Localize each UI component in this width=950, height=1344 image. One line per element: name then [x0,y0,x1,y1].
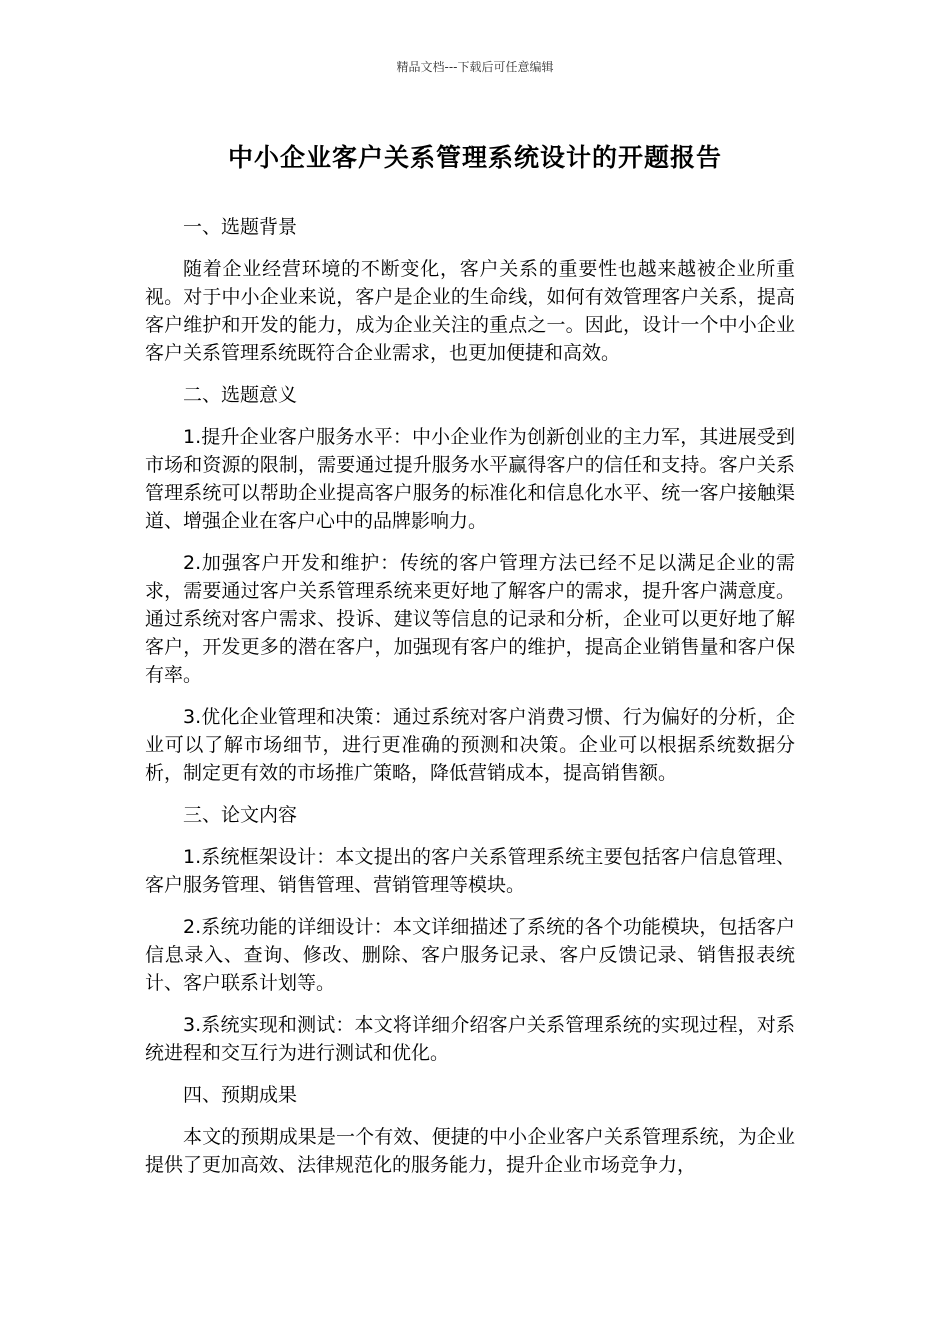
section-heading-background: 一、选题背景 [183,216,298,238]
page-header: 精品文档---下载后可任意编辑 [396,60,554,74]
paragraph: 1.提升企业客户服务水平：中小企业作为创新创业的主力军，其进展受到市场和资源的限制，需要通过提升服务水平赢得客户的信任和支持。客户关系管理系统可以帮助企业提高客户服务的标准化和信息化水平、统一客户接触渠道、增强企业在客户心中的品牌影响力。 [145,426,795,532]
paragraph: 2.加强客户开发和维护：传统的客户管理方法已经不足以满足企业的需求，需要通过客户关系管理系统来更好地了解客户的需求，提升客户满意度。通过系统对客户需求、投诉、建议等信息的记录和分析，企业可以更好地了解客户，开发更多的潜在客户，加强现有客户的维护，提高企业销售量和客户保有率。 [145,552,795,686]
paragraph: 2.系统功能的详细设计：本文详细描述了系统的各个功能模块，包括客户信息录入、查询、修改、删除、客户服务记录、客户反馈记录、销售报表统计、客户联系计划等。 [145,916,795,994]
paragraph: 本文的预期成果是一个有效、便捷的中小企业客户关系管理系统，为企业提供了更加高效、法律规范化的服务能力，提升企业市场竞争力， [145,1126,795,1176]
document-title: 中小企业客户关系管理系统设计的开题报告 [227,143,722,172]
section-heading-significance: 二、选题意义 [183,384,298,406]
paragraph: 随着企业经营环境的不断变化，客户关系的重要性也越来越被企业所重视。对于中小企业来说，客户是企业的生命线，如何有效管理客户关系，提高客户维护和开发的能力，成为企业关注的重点之一。因此，设计一个中小企业客户关系管理系统既符合企业需求，也更加便捷和高效。 [145,258,795,364]
paragraph: 3.优化企业管理和决策：通过系统对客户消费习惯、行为偏好的分析，企业可以了解市场细节，进行更准确的预测和决策。企业可以根据系统数据分析，制定更有效的市场推广策略，降低营销成本，提高销售额。 [145,706,795,784]
section-heading-expected-results: 四、预期成果 [183,1084,298,1106]
section-heading-content: 三、论文内容 [183,804,298,826]
paragraph: 1.系统框架设计：本文提出的客户关系管理系统主要包括客户信息管理、客户服务管理、销售管理、营销管理等模块。 [145,846,795,896]
document-body [145,213,795,1193]
paragraph: 3.系统实现和测试：本文将详细介绍客户关系管理系统的实现过程，对系统进程和交互行为进行测试和优化。 [145,1014,795,1064]
